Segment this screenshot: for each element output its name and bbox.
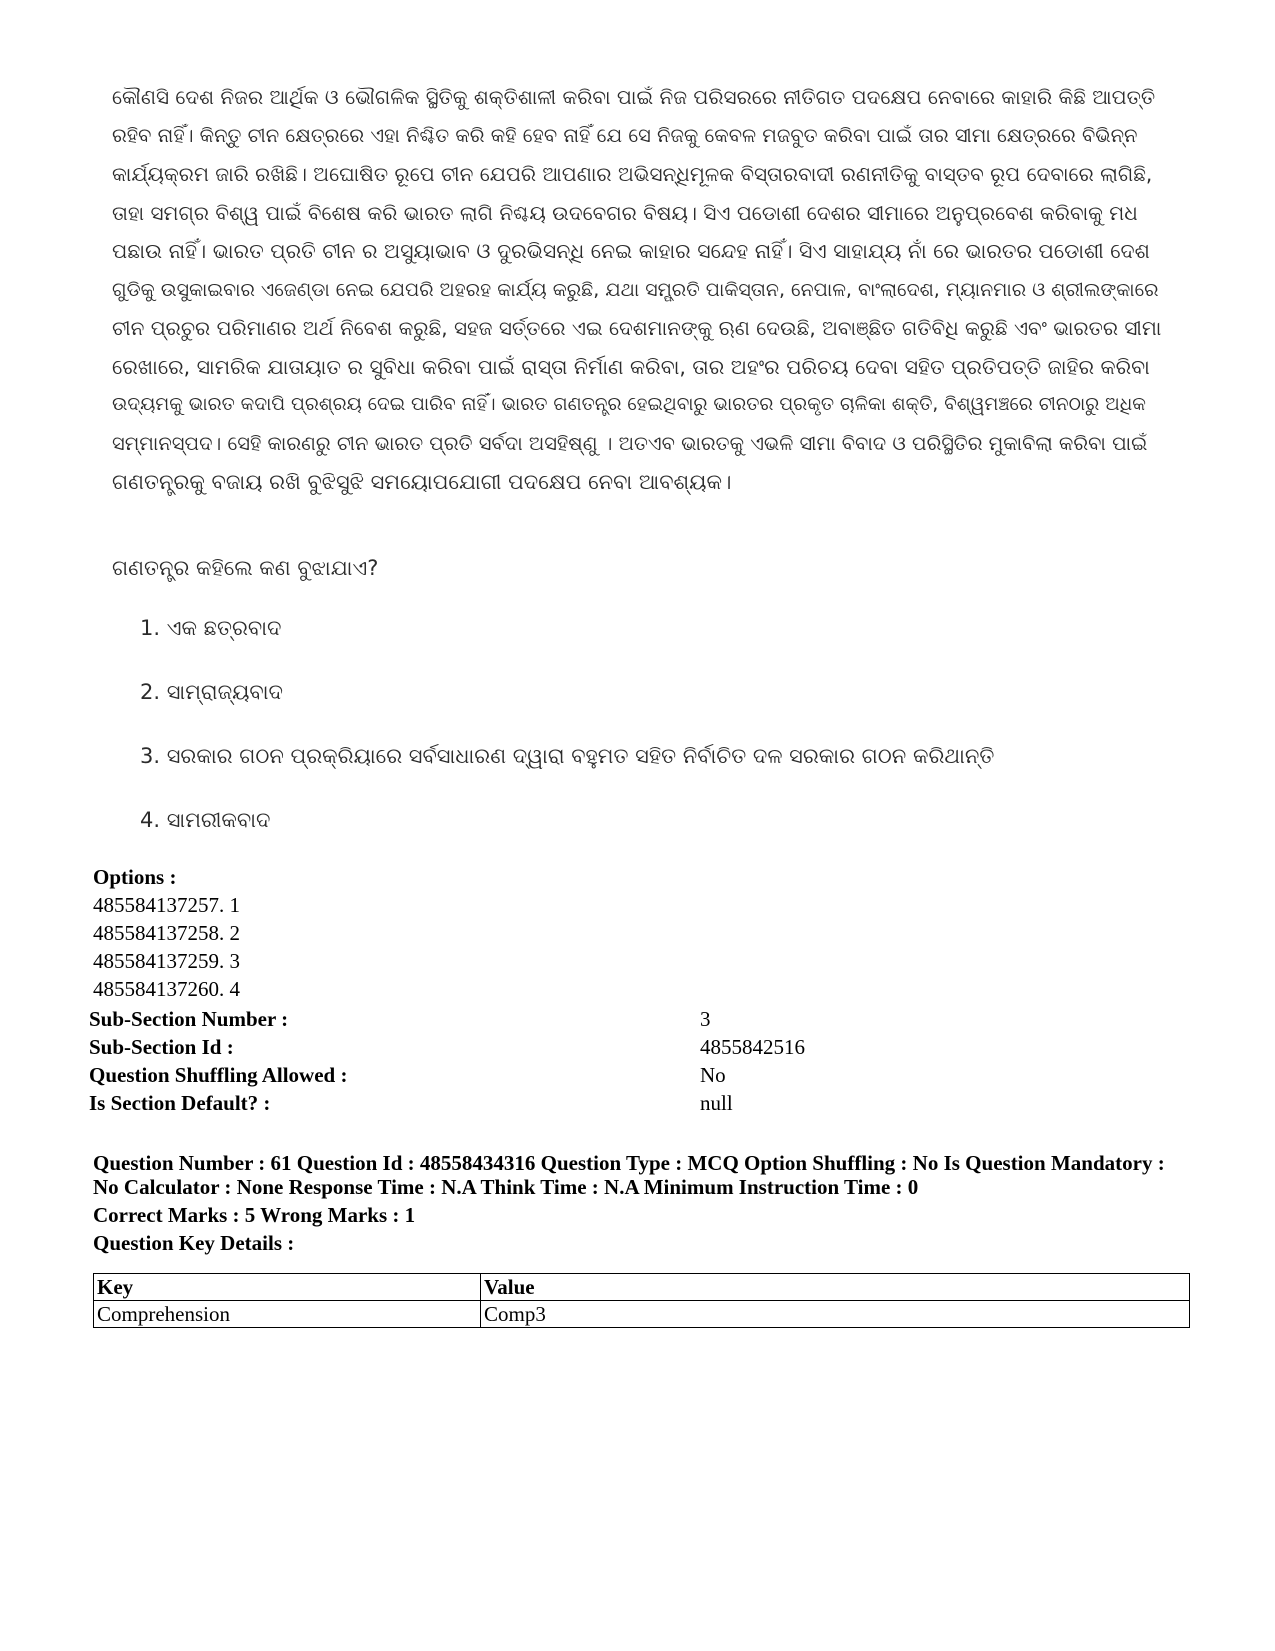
passage-line: ଚୀନ ପ୍ରଚୁର ପରିମାଣର ଅର୍ଥ ନିବେଶ କରୁଛି, ସହଜ ସର୍ତ୍ତରେ ଏଇ ଦେଶମାନଙ୍କୁ ଋଣ ଦେଉଛି, ଅବାଞ୍ଛିତ ଗତିବିଧି କରୁଛି ଏବଂ ଭାରତର ସୀମା — [112, 316, 1162, 340]
option-id-3: 485584137259. 3 — [93, 949, 240, 973]
subsection-id-value: 4855842516 — [700, 1035, 805, 1059]
passage-line: ସମ୍ମାନସ୍ପଦ। ସେହି କାରଣରୁ ଚୀନ ଭାରତ ପ୍ରତି ସର୍ବଦା ଅସହିଷ୍ଣୁ । ଅତଏବ ଭାରତକୁ ଏଭଳି ସୀମା ବିବାଦ ଓ ପରିସ୍ଥିତିର ମୁକାବିଲା କରିବା ପାଇଁ — [112, 431, 1148, 455]
passage-line: ରେଖାରେ, ସାମରିକ ଯାତାୟାତ ର ସୁବିଧା କରିବା ପାଇଁ ରାସ୍ତା ନିର୍ମାଣ କରିବା, ତାର ଅହଂର ପରିଚୟ ଦେବା ସହିତ ପ୍ରତିପତ୍ତି ଜାହିର କରିବା — [112, 354, 1150, 379]
passage-line: ପଛାଉ ନାହିଁ। ଭାରତ ପ୍ରତି ଚୀନ ର ଅସୁୟାଭାବ ଓ ଦୁରଭିସନ୍ଧି ନେଇ କାହାର ସନ୍ଦେହ ନାହିଁ। ସିଏ ସାହାଯ୍ୟ ନାଁ ରେ ଭାରତର ପଡୋଶୀ ଦେଶ — [112, 239, 1150, 263]
passage-line: ରହିବ ନାହିଁ। କିନ୍ତୁ ଚୀନ କ୍ଷେତ୍ରରେ ଏହା ନିଶ୍ଚିତ କରି କହି ହେବ ନାହିଁ ଯେ ସେ ନିଜକୁ କେବଳ ମଜବୁତ କରିବା ପାଇଁ ତାର ସୀମା କ୍ଷେତ୍ରରେ ବିଭିନ୍ନ — [112, 123, 1138, 147]
passage-line: ତାହା ସମଗ୍ର ବିଶ୍ୱ ପାଇଁ ବିଶେଷ କରି ଭାରତ ଲାଗି ନିଶ୍ଚୟ ଉଦବେଗର ବିଷୟ। ସିଏ ପଡୋଶୀ ଦେଶର ସୀମାରେ ଅନୁପ୍ରବେଶ କରିବାକୁ ମଧ — [112, 200, 1138, 225]
subsection-number-label: Sub-Section Number : — [89, 1007, 289, 1031]
passage-line: କୌଣସି ଦେଶ ନିଜର ଆର୍ଥିକ ଓ ଭୌଗଳିକ ସ୍ଥିତିକୁ ଶକ୍ତିଶାଳୀ କରିବା ପାଇଁ ନିଜ ପରିସରରେ ନୀତିଗତ ପଦକ୍ଷେପ ନେବାରେ କାହାରି କିଛି ଆପତ୍ତି — [112, 85, 1156, 109]
question-shuffling-value: No — [700, 1063, 726, 1087]
answer-choice-1: 1. ଏକ ଛତ୍ରବାଦ — [140, 616, 282, 640]
key-details-table — [93, 1273, 1190, 1328]
comprehension-passage — [112, 78, 1162, 502]
passage-line: ଗୁଡିକୁ ଉସୁକାଇବାର ଏଜେଣ୍ଡା ନେଇ ଯେପରି ଅହରହ କାର୍ଯ୍ୟ କରୁଛି, ଯଥା ସମ୍ପ୍ରତି ପାକିସ୍ତାନ, ନେପାଳ, ବାଂଲାଦେଶ, ମ୍ୟାନମାର ଓ ଶ୍ରୀଲଙ୍କାରେ — [112, 278, 1159, 301]
subsection-id-label: Sub-Section Id : — [89, 1035, 234, 1059]
answer-choice-2: 2. ସାମ୍ରାଜ୍ୟବାଦ — [140, 680, 283, 704]
answer-choice-4: 4. ସାମରୀକବାଦ — [140, 808, 271, 832]
answer-choice-3: 3. ସରକାର ଗଠନ ପ୍ରକ୍ରିୟାରେ ସର୍ବସାଧାରଣ ଦ୍ୱାରା ବହୁମତ ସହିତ ନିର୍ବାଚିତ ଦଳ ସରକାର ଗଠନ କରିଥାନ୍ତି — [140, 744, 995, 768]
table-row — [94, 1301, 1190, 1328]
question-info-line-2: No Calculator : None Response Time : N.A Think Time : N.A Minimum Instruction Time : 0 — [93, 1175, 919, 1199]
question-info-line-1: Question Number : 61 Question Id : 48558434316 Question Type : MCQ Option Shuffling : No Is Question Mandatory : — [93, 1151, 1165, 1175]
section-default-value: null — [700, 1091, 733, 1115]
section-default-label: Is Section Default? : — [89, 1091, 271, 1115]
question-shuffling-label: Question Shuffling Allowed : — [89, 1063, 348, 1087]
question-text: ଗଣତନ୍ତ୍ର କହିଲେ କଣ ବୁଝାଯାଏ? — [112, 556, 379, 580]
passage-line: ଗଣତନ୍ତ୍ରକୁ ବଜାୟ ରଖି ବୁଝିସୁଝି ସମୟୋପଯୋଗୀ ପଦକ୍ଷେପ ନେବା ଆବଶ୍ୟକ। — [112, 470, 732, 494]
table-header-row — [94, 1274, 1190, 1301]
table-cell-value: Comp3 — [481, 1301, 1190, 1328]
option-id-2: 485584137258. 2 — [93, 921, 240, 945]
marks-info: Correct Marks : 5 Wrong Marks : 1 — [93, 1203, 416, 1227]
option-id-1: 485584137257. 1 — [93, 893, 240, 917]
table-header-value: Value — [481, 1274, 1190, 1301]
table-cell-key: Comprehension — [94, 1301, 481, 1328]
passage-line: ଉଦ୍ୟମକୁ ଭାରତ କଦାପି ପ୍ରଶ୍ରୟ ଦେଇ ପାରିବ ନାହିଁ। ଭାରତ ଗଣତନ୍ତ୍ର ହେଇଥିବାରୁ ଭାରତର ପ୍ରକୃତ ଚାଳିକା ଶକ୍ତି, ବିଶ୍ୱମଞ୍ଚରେ ଚୀନଠାରୁ ଅଧିକ — [112, 394, 1146, 415]
passage-line: କାର୍ଯ୍ୟକ୍ରମ ଜାରି ରଖିଛି। ଅଘୋଷିତ ରୂପେ ଚୀନ ଯେପରି ଆପଣାର ଅଭିସନ୍ଧିମୂଳକ ବିସ୍ତାରବାଦୀ ରଣନୀତିକୁ ବାସ୍ତବ ରୂପ ଦେବାରେ ଲାଗିଛି, — [112, 162, 1153, 186]
options-heading: Options : — [93, 865, 177, 889]
table-header-key: Key — [94, 1274, 481, 1301]
key-details-label: Question Key Details : — [93, 1231, 295, 1255]
subsection-number-value: 3 — [700, 1007, 711, 1031]
option-id-4: 485584137260. 4 — [93, 977, 240, 1001]
